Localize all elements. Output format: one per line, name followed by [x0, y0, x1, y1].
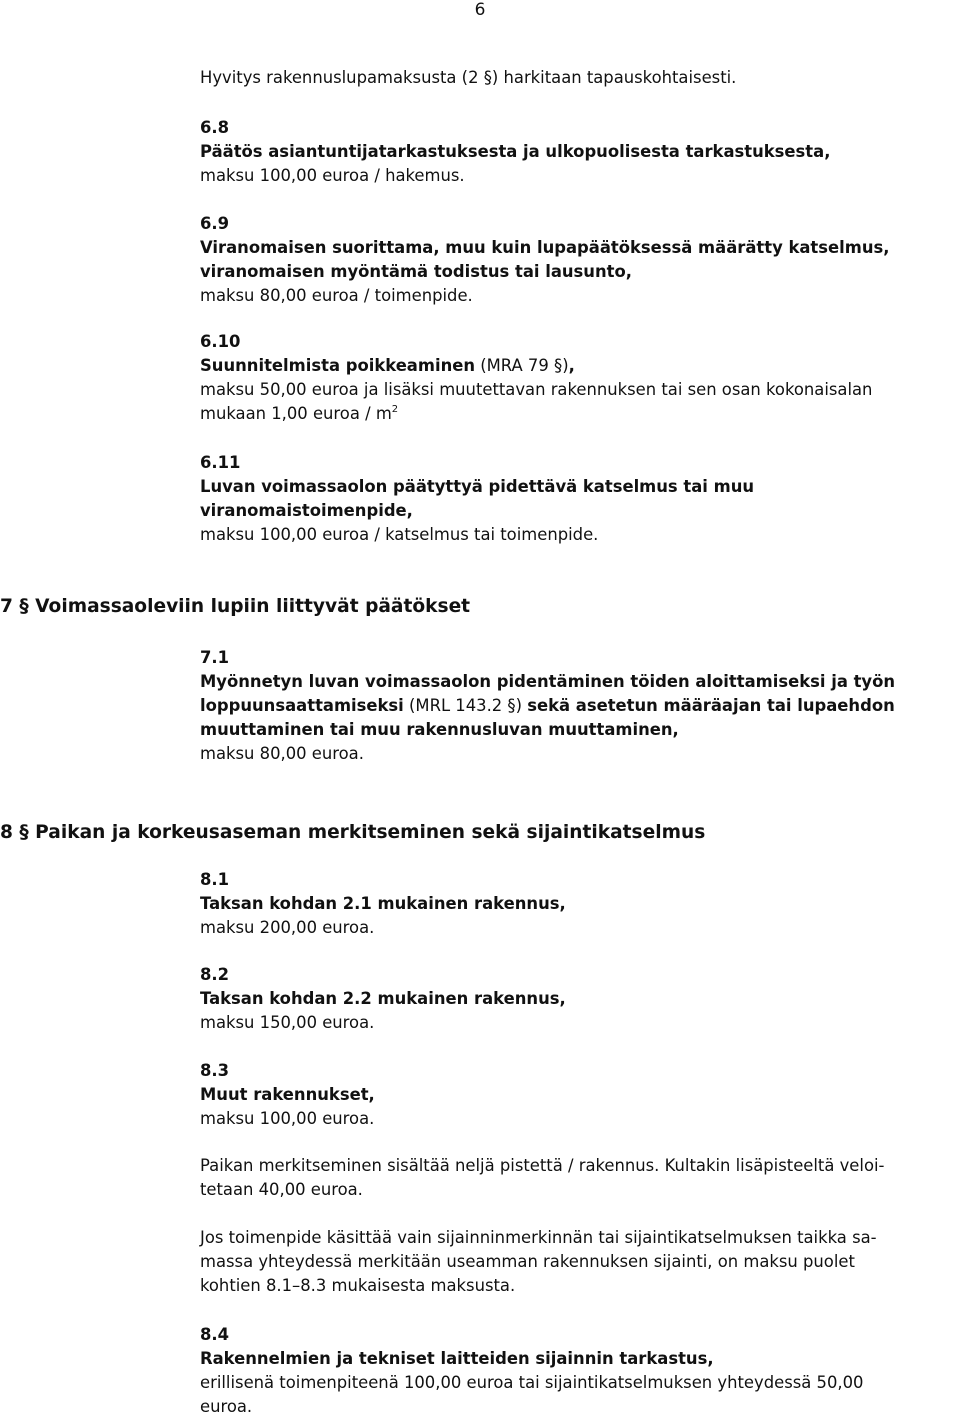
section-fee: maksu 100,00 euroa / katselmus tai toimenpide.	[200, 525, 599, 544]
heading-7: 7 § Voimassaoleviin lupiin liittyvät päätökset	[0, 596, 471, 617]
paragraph-line: massa yhteydessä merkitään useamman rakennuksen sijainti, on maksu puolet	[200, 1252, 855, 1271]
section-number: 7.1	[200, 648, 230, 667]
section-number: 6.8	[200, 118, 230, 137]
section-title: loppuunsaattamiseksi	[200, 696, 404, 715]
section-8-4	[200, 1323, 960, 1419]
section-title: Taksan kohdan 2.2 mukainen rakennus,	[200, 989, 566, 1008]
page-number: 6	[474, 0, 486, 20]
paragraph-half-fee	[200, 1226, 960, 1298]
section-title: Päätös asiantuntijatarkastuksesta ja ulkopuolisesta tarkastuksesta,	[200, 142, 831, 161]
section-number: 8.3	[200, 1061, 230, 1080]
section-title: viranomaistoimenpide,	[200, 501, 413, 520]
section-6-9	[200, 212, 960, 308]
section-title: Viranomaisen suorittama, muu kuin lupapäätöksessä määrätty katselmus,	[200, 238, 890, 257]
section-fee: maksu 100,00 euroa.	[200, 1109, 375, 1128]
intro-text: Hyvitys rakennuslupamaksusta (2 §) harkitaan tapauskohtaisesti.	[200, 68, 737, 87]
paragraph-line: kohtien 8.1–8.3 mukaisesta maksusta.	[200, 1276, 516, 1295]
section-number: 6.9	[200, 214, 230, 233]
paragraph-extra-points	[200, 1154, 960, 1202]
section-fee: maksu 200,00 euroa.	[200, 918, 375, 937]
section-number: 8.1	[200, 870, 230, 889]
section-number: 8.4	[200, 1325, 230, 1344]
section-title: Rakennelmien ja tekniset laitteiden sijainnin tarkastus,	[200, 1349, 714, 1368]
section-title: sekä asetetun määräajan tai lupaehdon	[527, 696, 895, 715]
section-fee: mukaan 1,00 euroa / m	[200, 404, 392, 423]
section-fee: maksu 150,00 euroa.	[200, 1013, 375, 1032]
section-fee: euroa.	[200, 1397, 253, 1416]
paragraph-line: Paikan merkitseminen sisältää neljä pistettä / rakennus. Kultakin lisäpisteeltä veloi-	[200, 1156, 885, 1175]
section-fee: maksu 80,00 euroa / toimenpide.	[200, 286, 473, 305]
section-title-tail: ,	[568, 356, 575, 375]
section-6-11	[200, 451, 960, 547]
section-title: Myönnetyn luvan voimassaolon pidentäminen töiden aloittamiseksi ja työn	[200, 672, 896, 691]
intro-paragraph	[200, 66, 960, 90]
section-8-3	[200, 1059, 960, 1131]
section-fee: erillisenä toimenpiteenä 100,00 euroa tai sijaintikatselmuksen yhteydessä 50,00	[200, 1373, 864, 1392]
section-6-8	[200, 116, 960, 188]
section-fee: maksu 80,00 euroa.	[200, 744, 364, 763]
paragraph-line: Jos toimenpide käsittää vain sijainninmerkinnän tai sijaintikatselmuksen taikka sa-	[200, 1228, 877, 1247]
section-number: 6.11	[200, 453, 241, 472]
section-number: 8.2	[200, 965, 230, 984]
section-title: Muut rakennukset,	[200, 1085, 375, 1104]
section-fee: maksu 100,00 euroa / hakemus.	[200, 166, 465, 185]
section-reference: (MRL 143.2 §)	[409, 696, 523, 715]
section-fee: maksu 50,00 euroa ja lisäksi muutettavan rakennuksen tai sen osan kokonaisalan	[200, 380, 873, 399]
section-7-1	[200, 646, 960, 766]
section-title: Luvan voimassaolon päätyttyä pidettävä katselmus tai muu	[200, 477, 755, 496]
section-reference: (MRA 79 §)	[480, 356, 569, 375]
section-6-10	[200, 330, 960, 426]
section-title: muuttaminen tai muu rakennusluvan muuttaminen,	[200, 720, 679, 739]
section-title: Suunnitelmista poikkeaminen	[200, 356, 476, 375]
section-title: Taksan kohdan 2.1 mukainen rakennus,	[200, 894, 566, 913]
paragraph-line: tetaan 40,00 euroa.	[200, 1180, 363, 1199]
section-number: 6.10	[200, 332, 241, 351]
section-title: viranomaisen myöntämä todistus tai lausunto,	[200, 262, 632, 281]
heading-8: 8 § Paikan ja korkeusaseman merkitseminen sekä sijaintikatselmus	[0, 822, 706, 843]
section-8-2	[200, 963, 960, 1035]
superscript: 2	[391, 404, 399, 415]
section-8-1	[200, 868, 960, 940]
